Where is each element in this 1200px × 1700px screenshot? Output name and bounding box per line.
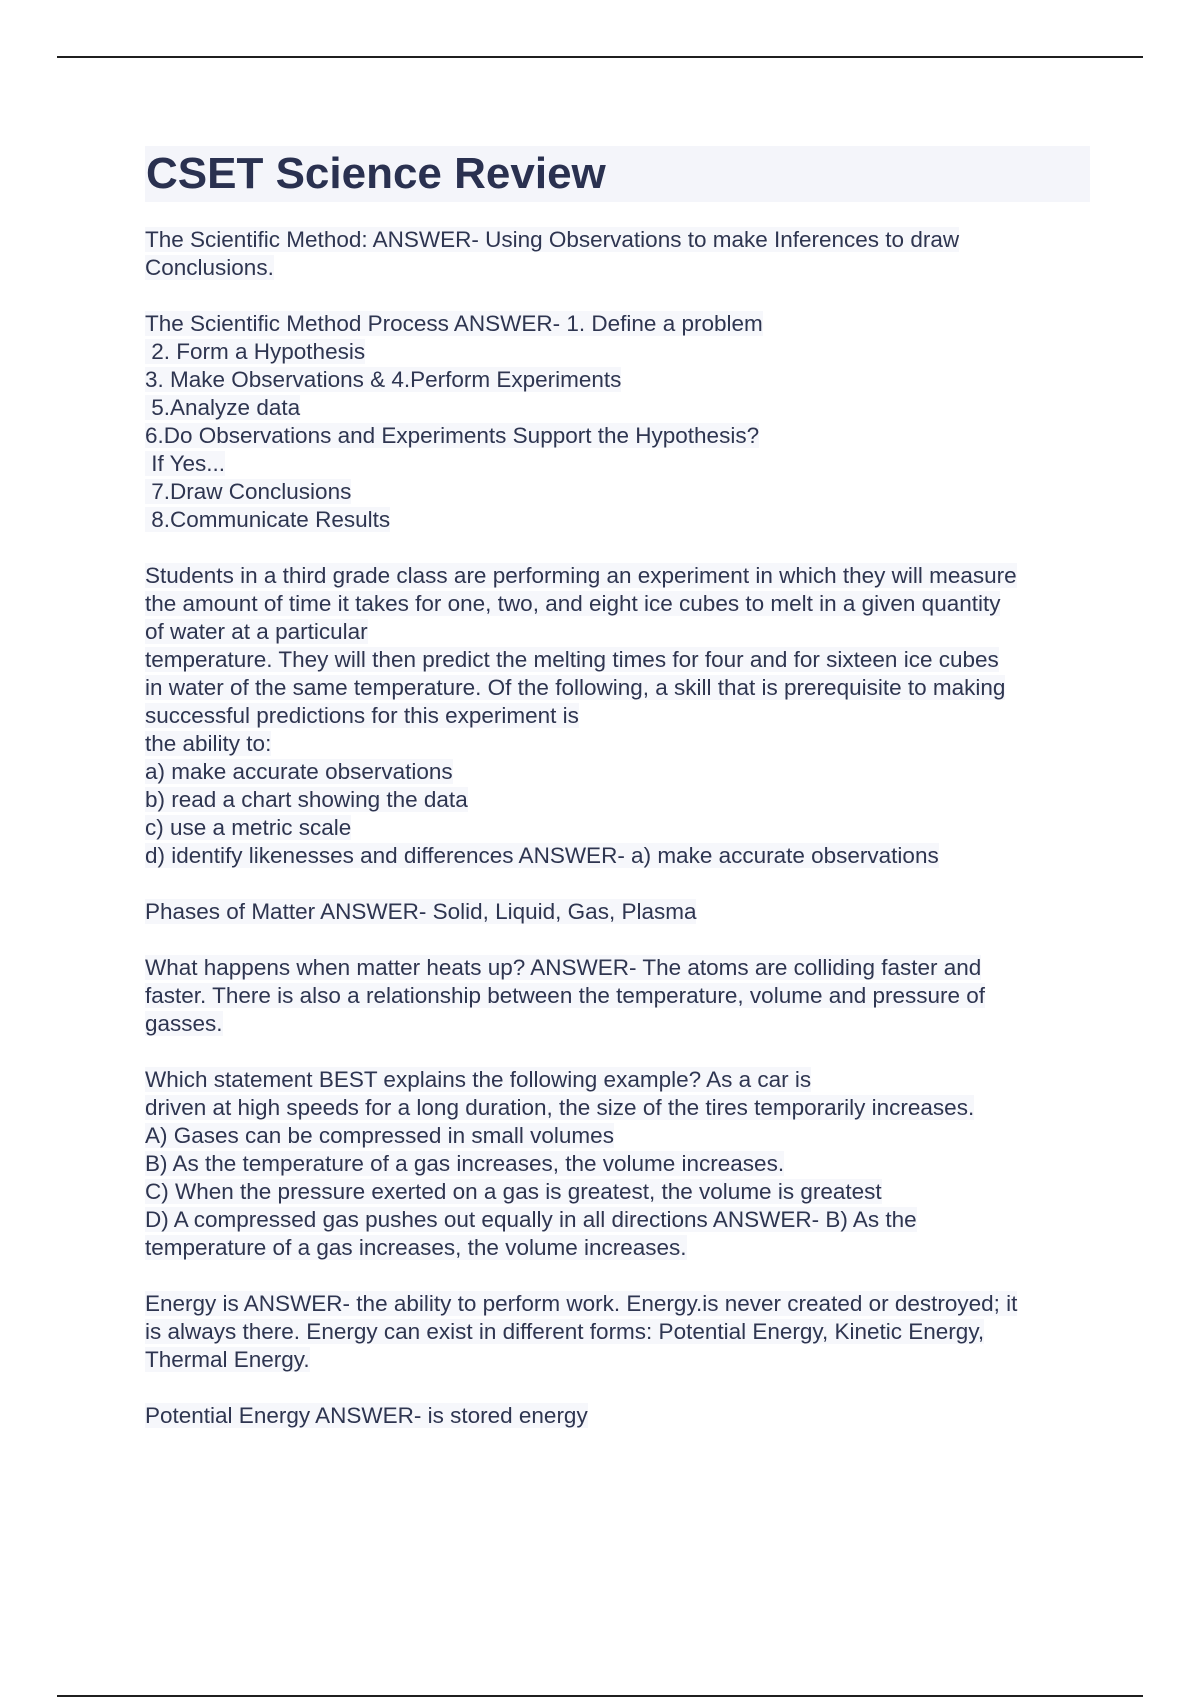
qa-line-text: Energy is ANSWER- the ability to perform work. Energy.is never created or destroyed; it (145, 1291, 1018, 1316)
qa-line (145, 1094, 1090, 1122)
qa-line-text: 8.Communicate Results (145, 507, 391, 532)
qa-line (145, 758, 1090, 786)
qa-line (145, 702, 1090, 730)
qa-line-text: D) A compressed gas pushes out equally in all directions ANSWER- B) As the (145, 1207, 917, 1232)
title-band (145, 146, 1090, 202)
page-title: CSET Science Review (146, 149, 606, 198)
qa-line (145, 1010, 1090, 1038)
qa-line-text: temperature of a gas increases, the volume increases. (145, 1235, 687, 1260)
document-body (145, 146, 1090, 1458)
qa-line (145, 226, 1090, 254)
qa-line-text: faster. There is also a relationship between the temperature, volume and pressure of (145, 983, 986, 1008)
qa-line-text: b) read a chart showing the data (145, 787, 468, 812)
qa-line-text: B) As the temperature of a gas increases, the volume increases. (145, 1151, 785, 1176)
qa-line-text: Which statement BEST explains the following example? As a car is (145, 1067, 812, 1092)
qa-line (145, 506, 1090, 534)
qa-line (145, 422, 1090, 450)
qa-line-text: A) Gases can be compressed in small volumes (145, 1123, 614, 1148)
qa-line-text: The Scientific Method: ANSWER- Using Observations to make Inferences to draw (145, 227, 960, 252)
qa-line-text: 3. Make Observations & 4.Perform Experiments (145, 367, 622, 392)
bottom-rule (57, 1695, 1143, 1697)
qa-line (145, 1234, 1090, 1262)
qa-line (145, 786, 1090, 814)
qa-line-text: Phases of Matter ANSWER- Solid, Liquid, Gas, Plasma (145, 899, 697, 924)
qa-line-text: If Yes... (145, 451, 226, 476)
qa-line (145, 450, 1090, 478)
qa-line (145, 254, 1090, 282)
qa-line-text: 6.Do Observations and Experiments Support the Hypothesis? (145, 423, 760, 448)
qa-line-text: gasses. (145, 1011, 223, 1036)
qa-line-text: c) use a metric scale (145, 815, 352, 840)
qa-line (145, 1318, 1090, 1346)
qa-line (145, 394, 1090, 422)
qa-line (145, 814, 1090, 842)
qa-list (145, 226, 1090, 1430)
qa-line (145, 1150, 1090, 1178)
qa-line-text: Potential Energy ANSWER- is stored energy (145, 1403, 588, 1428)
qa-entry-matter-heats-up (145, 954, 1090, 1038)
qa-line (145, 338, 1090, 366)
qa-line (145, 1122, 1090, 1150)
qa-entry-phases-of-matter (145, 898, 1090, 926)
qa-line (145, 1178, 1090, 1206)
qa-line-text: What happens when matter heats up? ANSWER- The atoms are colliding faster and (145, 955, 982, 980)
qa-line (145, 646, 1090, 674)
qa-line (145, 982, 1090, 1010)
qa-line (145, 1402, 1090, 1430)
qa-line (145, 590, 1090, 618)
qa-line (145, 562, 1090, 590)
qa-line (145, 954, 1090, 982)
qa-line (145, 478, 1090, 506)
qa-entry-ice-cube-experiment (145, 562, 1090, 870)
qa-line (145, 1066, 1090, 1094)
qa-line-text: Conclusions. (145, 255, 274, 280)
qa-line (145, 1346, 1090, 1374)
qa-line-text: Students in a third grade class are performing an experiment in which they will measure (145, 563, 1017, 588)
qa-line-text: of water at a particular (145, 619, 368, 644)
qa-line-text: d) identify likenesses and differences ANSWER- a) make accurate observations (145, 843, 939, 868)
qa-entry-scientific-method (145, 226, 1090, 282)
qa-entry-scientific-method-process (145, 310, 1090, 534)
qa-line-text: temperature. They will then predict the melting times for four and for sixteen ice cubes (145, 647, 999, 672)
top-rule (57, 56, 1143, 58)
qa-line-text: a) make accurate observations (145, 759, 453, 784)
qa-line-text: the ability to: (145, 731, 272, 756)
qa-line-text: Thermal Energy. (145, 1347, 310, 1372)
qa-line-text: successful predictions for this experiment is (145, 703, 579, 728)
qa-line (145, 310, 1090, 338)
qa-entry-car-tires (145, 1066, 1090, 1262)
qa-line-text: in water of the same temperature. Of the following, a skill that is prerequisite to making (145, 675, 1006, 700)
qa-line-text: C) When the pressure exerted on a gas is greatest, the volume is greatest (145, 1179, 882, 1204)
qa-line-text: 2. Form a Hypothesis (145, 339, 366, 364)
qa-line (145, 618, 1090, 646)
qa-line-text: The Scientific Method Process ANSWER- 1. Define a problem (145, 311, 763, 336)
qa-line (145, 366, 1090, 394)
qa-line-text: the amount of time it takes for one, two, and eight ice cubes to melt in a given quantity (145, 591, 1001, 616)
qa-entry-potential-energy (145, 1402, 1090, 1430)
qa-line-text: is always there. Energy can exist in different forms: Potential Energy, Kinetic Energy, (145, 1319, 985, 1344)
qa-line-text: driven at high speeds for a long duration, the size of the tires temporarily increases. (145, 1095, 975, 1120)
qa-line (145, 842, 1090, 870)
qa-line-text: 5.Analyze data (145, 395, 301, 420)
qa-line (145, 898, 1090, 926)
qa-line (145, 730, 1090, 758)
qa-line (145, 1290, 1090, 1318)
qa-line-text: 7.Draw Conclusions (145, 479, 352, 504)
qa-line (145, 1206, 1090, 1234)
qa-entry-energy (145, 1290, 1090, 1374)
qa-line (145, 674, 1090, 702)
